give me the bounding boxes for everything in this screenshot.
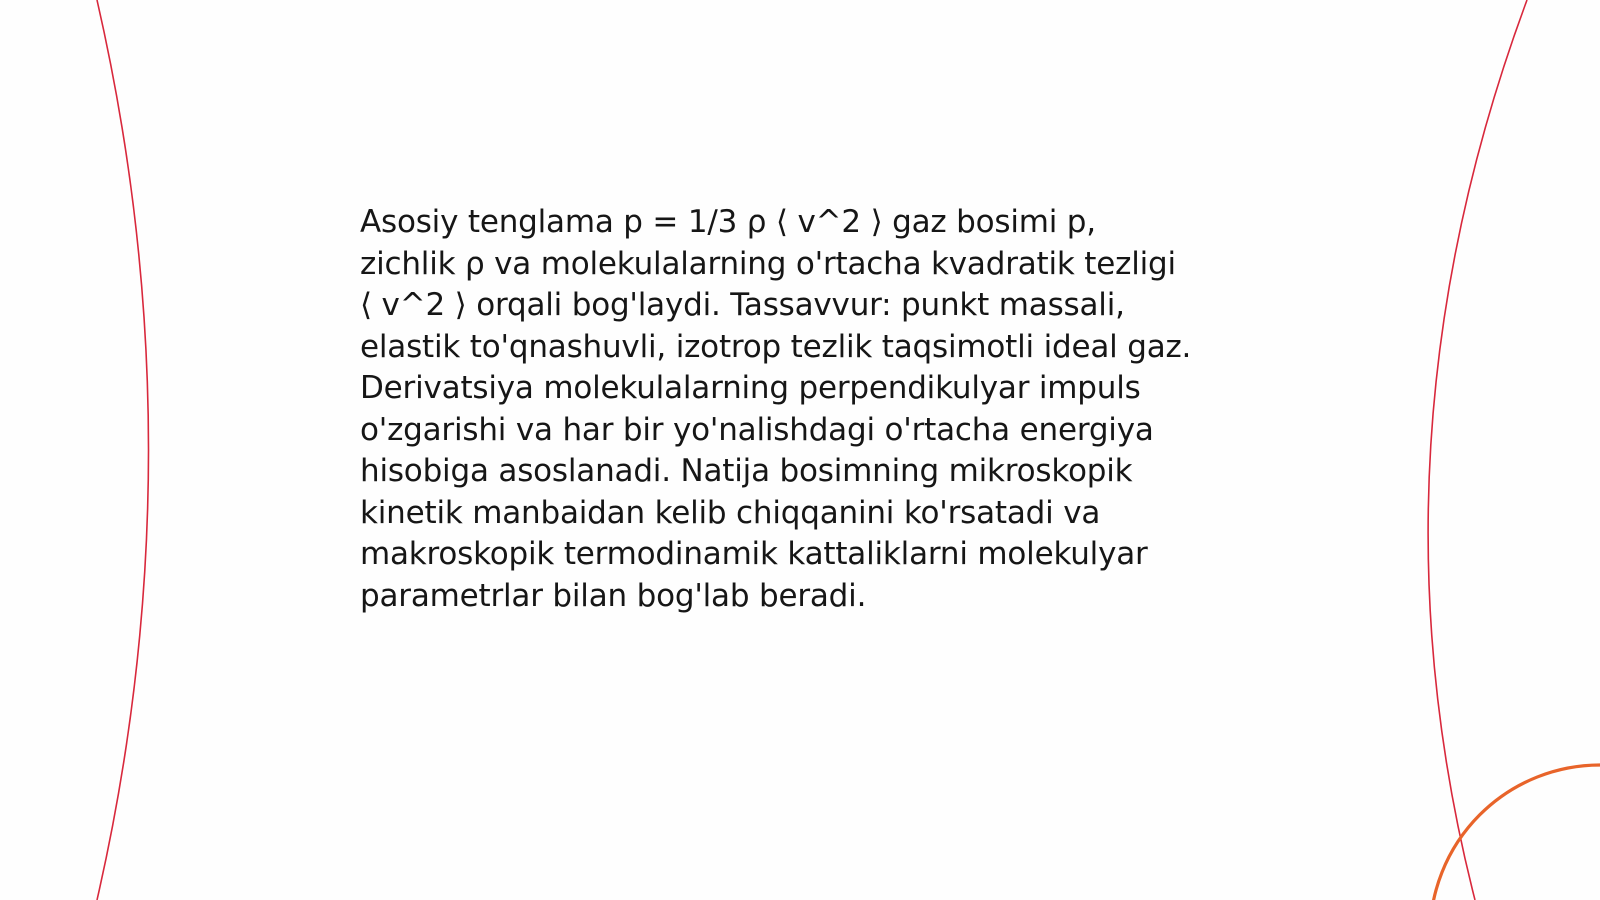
body-line: elastik to'qnashuvli, izotrop tezlik taqsimotli ideal gaz. xyxy=(360,328,1192,365)
left-arc-line xyxy=(97,0,149,900)
body-line: Asosiy tenglama p = 1/3 ρ ⟨ v^2 ⟩ gaz bosimi p, xyxy=(360,204,1096,240)
body-line: ⟨ v^2 ⟩ orqali bog'laydi. Tassavvur: punkt massali, xyxy=(360,287,1125,323)
body-line: zichlik ρ va molekulalarning o'rtacha kvadratik tezligi xyxy=(360,245,1176,282)
body-line: o'zgarishi va har bir yo'nalishdagi o'rtacha energiya xyxy=(360,411,1154,448)
body-line: makroskopik termodinamik kattaliklarni molekulyar xyxy=(360,536,1148,572)
body-line: hisobiga asoslanadi. Natija bosimning mikroskopik xyxy=(360,453,1133,489)
body-line: kinetik manbaidan kelib chiqqanini ko'rsatadi va xyxy=(360,494,1101,531)
body-line: parametrlar bilan bog'lab beradi. xyxy=(360,577,867,614)
body-line: Derivatsiya molekulalarning perpendikulyar impuls xyxy=(360,370,1141,406)
corner-circle xyxy=(1430,765,1600,900)
right-arc-line xyxy=(1428,0,1527,900)
body-paragraph xyxy=(360,202,1240,617)
